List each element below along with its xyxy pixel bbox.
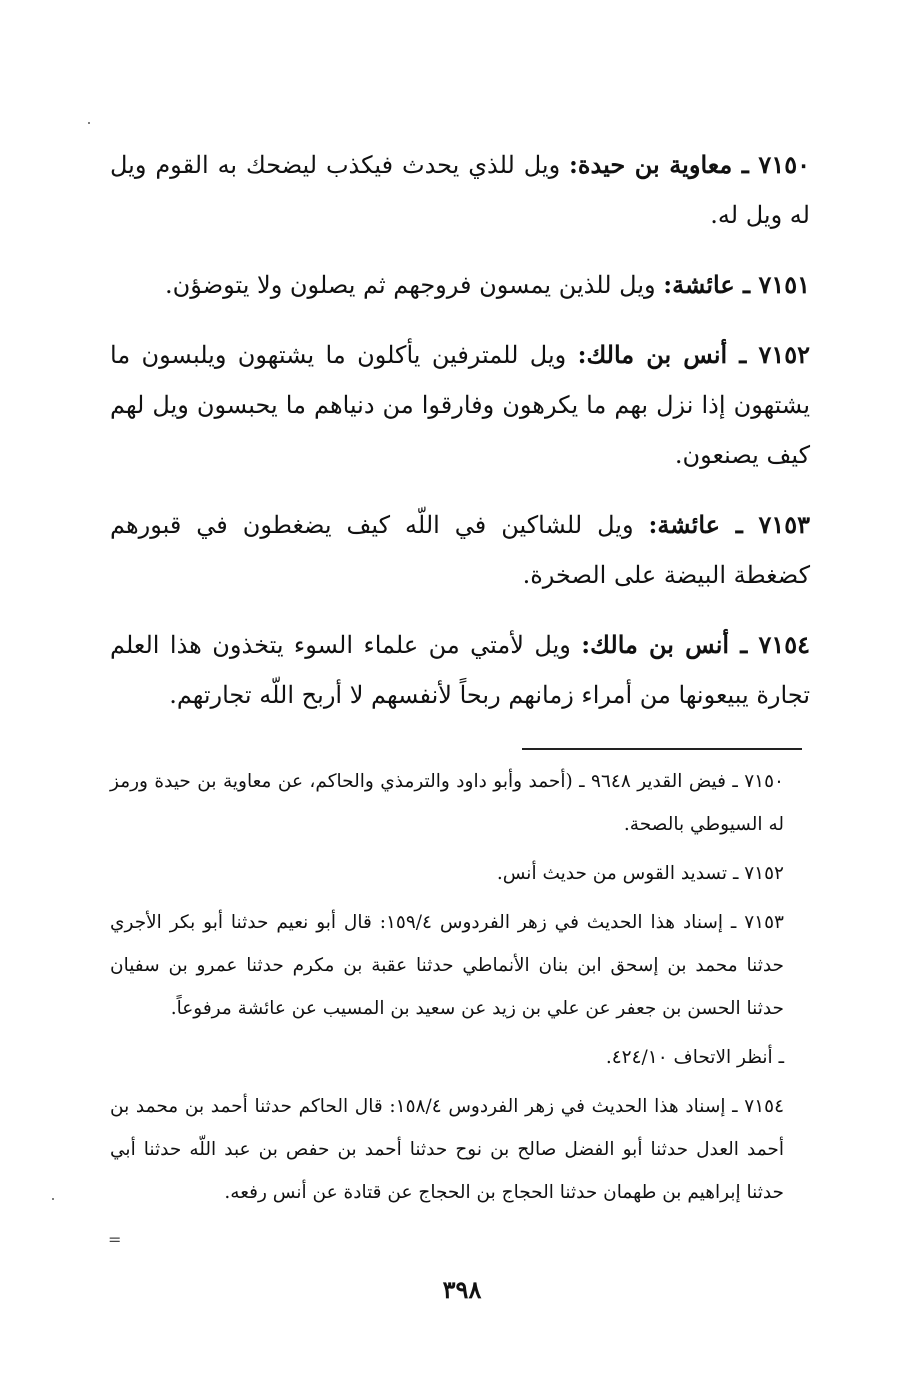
scan-speck xyxy=(88,122,90,124)
hadith-entry-7153 xyxy=(110,500,810,600)
footnote-see-also: ـ أنظر الاتحاف ٤٢٤/١٠. xyxy=(605,1047,784,1068)
entry-text: ويل للشاكين في اللّه كيف يضغطون في قبورهم كضغطة البيضة على الصخرة. xyxy=(110,511,810,589)
entry-heading: ٧١٥١ ـ عائشة: xyxy=(663,270,810,299)
entry-heading: ٧١٥٤ ـ أنس بن مالك: xyxy=(581,630,811,659)
footnote-7154: ٧١٥٤ ـ إسناد هذا الحديث في زهر الفردوس ١٥٨/٤: قال الحاكم حدثنا أحمد بن محمد بن أحمد العدل حدثنا أبو الفضل صالح بن نوح حدثنا أحمد بن حفص بن عبد اللّه حدثنا أبي حدثنا إبراهيم بن طهمان حدثنا الحجاج بن الحجاج عن قتادة عن أنس رفعه. xyxy=(110,1096,785,1203)
footnote-7153: ٧١٥٣ ـ إسناد هذا الحديث في زهر الفردوس ١٥٩/٤: قال أبو نعيم حدثنا أبو بكر الأجري حدثنا محمد بن إسحق ابن بنان الأنماطي حدثنا عقبة بن مكرم حدثنا عمرو بن سفيان حدثنا الحسن بن جعفر عن علي بن زيد عن سعيد بن المسيب عن عائشة مرفوعاً. xyxy=(110,912,784,1019)
hadith-entry-7152 xyxy=(110,330,810,480)
scan-speck xyxy=(52,1198,54,1200)
footnote-7152: ٧١٥٢ ـ تسديد القوس من حديث أنس. xyxy=(496,863,784,884)
entry-text: ويل للذين يمسون فروجهم ثم يصلون ولا يتوضؤن. xyxy=(165,271,664,299)
entry-heading: ٧١٥٠ ـ معاوية بن حيدة: xyxy=(569,150,810,179)
main-text xyxy=(110,140,810,740)
page-number: ٣٩٨ xyxy=(442,1275,482,1304)
hadith-entry-7154 xyxy=(110,620,810,720)
entry-heading: ٧١٥٢ ـ أنس بن مالك: xyxy=(577,340,810,369)
footnote-7150: ٧١٥٠ ـ فيض القدير ٩٦٤٨ ـ (أحمد وأبو داود والترمذي والحاكم، عن معاوية بن حيدة ورمز له السيوطي بالصحة. xyxy=(110,771,784,835)
entry-heading: ٧١٥٣ ـ عائشة: xyxy=(648,510,810,539)
continuation-mark: = xyxy=(108,1230,122,1249)
footnotes xyxy=(110,760,810,1220)
entry-text: ويل لأمتي من علماء السوء يتخذون هذا العلم تجارة يبيعونها من أمراء زمانهم ربحاً لأنفسهم لا أربح اللّه تجارتهم. xyxy=(110,631,810,709)
hadith-entry-7151 xyxy=(110,260,810,310)
entry-text: ويل للذي يحدث فيكذب ليضحك به القوم ويل له ويل له. xyxy=(110,151,810,229)
hadith-entry-7150 xyxy=(110,140,810,240)
entry-text: ويل للمترفين يأكلون ما يشتهون ويلبسون ما يشتهون إذا نزل بهم ما يكرهون وفارقوا من دنياهم ما يحبسون ويل لهم كيف يصنعون. xyxy=(110,341,810,469)
footnote-separator xyxy=(522,748,802,750)
